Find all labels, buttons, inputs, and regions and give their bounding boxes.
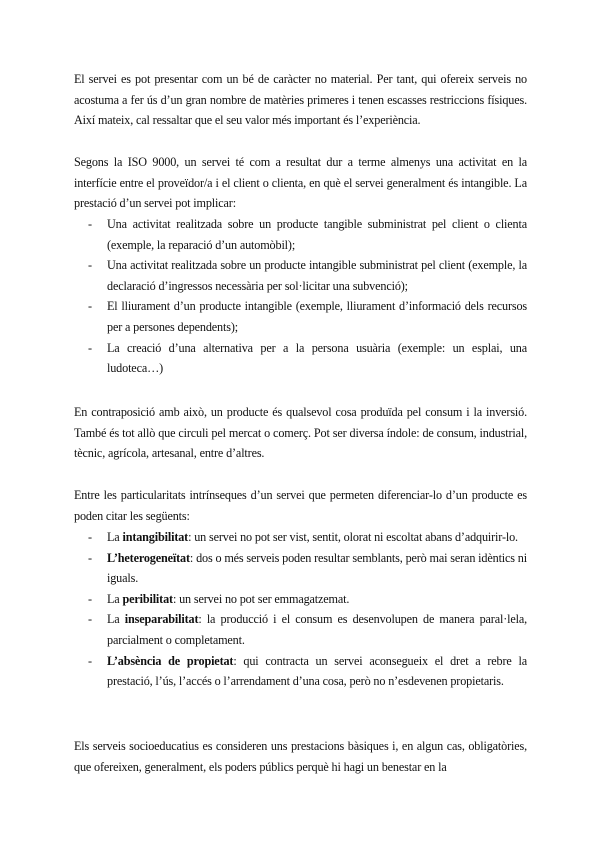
list-item: [74, 548, 527, 589]
item-term: L’absència de propietat: [107, 653, 234, 668]
item-prefix: La: [107, 530, 123, 544]
bullet-dash: -: [88, 591, 92, 606]
bullet-dash: -: [88, 340, 92, 355]
list-item: [74, 609, 527, 650]
bullet-dash: -: [88, 258, 92, 273]
item-term: L’heterogeneïtat: [107, 550, 190, 565]
item-description: : un servei no pot ser emmagatzemat.: [172, 591, 350, 606]
list-item: [74, 214, 527, 255]
paragraph-socioeducational-services: Els serveis socioeducatius es consideren uns prestacions bàsiques i, en algun cas, obligatòries, que ofereixen, generalment, els poders públics perquè hi hagi un benestar en la: [74, 739, 527, 774]
item-description: : dos o més serveis poden resultar semblants, però mai seran idèntics ni iguals.: [107, 550, 527, 586]
list-item-text: Una activitat realitzada sobre un producte intangible subministrat pel client (exemple, la declaració d’ingressos necessària per sol·licitar una subvenció);: [107, 258, 527, 293]
item-term: inseparabilitat: [124, 612, 199, 627]
list-item: [74, 589, 527, 610]
list-item: [74, 296, 527, 337]
list-item-text: El lliurament d’un producte intangible (exemple, lliurament d’informació dels recursos per a persones dependents);: [107, 299, 527, 334]
list-item: [74, 255, 527, 296]
item-description: : la producció i el consum es desenvolupen de manera paral·lela, parcialment o completament.: [107, 612, 528, 647]
item-term: peribilitat: [122, 591, 173, 606]
paragraph-service-definition: El servei es pot presentar com un bé de caràcter no material. Per tant, qui ofereix serveis no acostuma a fer ús d’un gran nombre de matèries primeres i tenen escasses restriccions físiques. Així mateix, cal ressaltar que el seu valor més important és l’experiència.: [74, 72, 527, 128]
service-activities-list: [74, 214, 527, 379]
item-term: intangibilitat: [122, 530, 189, 544]
paragraph-product-definition: En contraposició amb això, un producte és qualsevol cosa produïda pel consum i la inversió. També és tot allò que circuli pel mercat o comerç. Pot ser diversa índole: de consum, industrial, tècnic, agrícola, artesanal, entre d’altres.: [74, 405, 527, 461]
list-item: [74, 527, 527, 548]
item-description: : un servei no pot ser vist, sentit, olorat ni escoltat abans d’adquirir-lo.: [188, 530, 518, 544]
item-description: : qui contracta un servei aconsegueix el dret a rebre la prestació, l’ús, l’accés o l’arrendament d’una cosa, però no n’esdevenen propietaris.: [107, 653, 528, 689]
bullet-dash: -: [88, 299, 92, 314]
paragraph-particularities-intro: Entre les particularitats intrínseques d’un servei que permeten diferenciar-lo d’un producte es poden citar les següents:: [74, 488, 527, 523]
list-item-text: La creació d’una alternativa per a la persona usuària (exemple: un esplai, una ludoteca…): [107, 340, 527, 376]
bullet-dash: -: [88, 217, 92, 231]
list-item-text: Una activitat realitzada sobre un producte tangible subministrat pel client o clienta (exemple, la reparació d’un automòbil);: [107, 217, 527, 252]
bullet-dash: -: [88, 550, 92, 565]
list-item: [74, 338, 527, 379]
bullet-dash: -: [88, 653, 92, 668]
list-item: [74, 651, 527, 692]
item-prefix: La: [107, 591, 123, 606]
bullet-dash: -: [88, 612, 92, 627]
paragraph-iso-9000: Segons la ISO 9000, un servei té com a resultat dur a terme almenys una activitat en la interfície entre el proveïdor/a i el client o clienta, en què el servei generalment és intangible. La prestació d’un servei pot implicar:: [74, 155, 527, 211]
item-prefix: La: [107, 612, 125, 627]
service-particularities-list: [74, 527, 527, 692]
bullet-dash: -: [88, 530, 92, 544]
